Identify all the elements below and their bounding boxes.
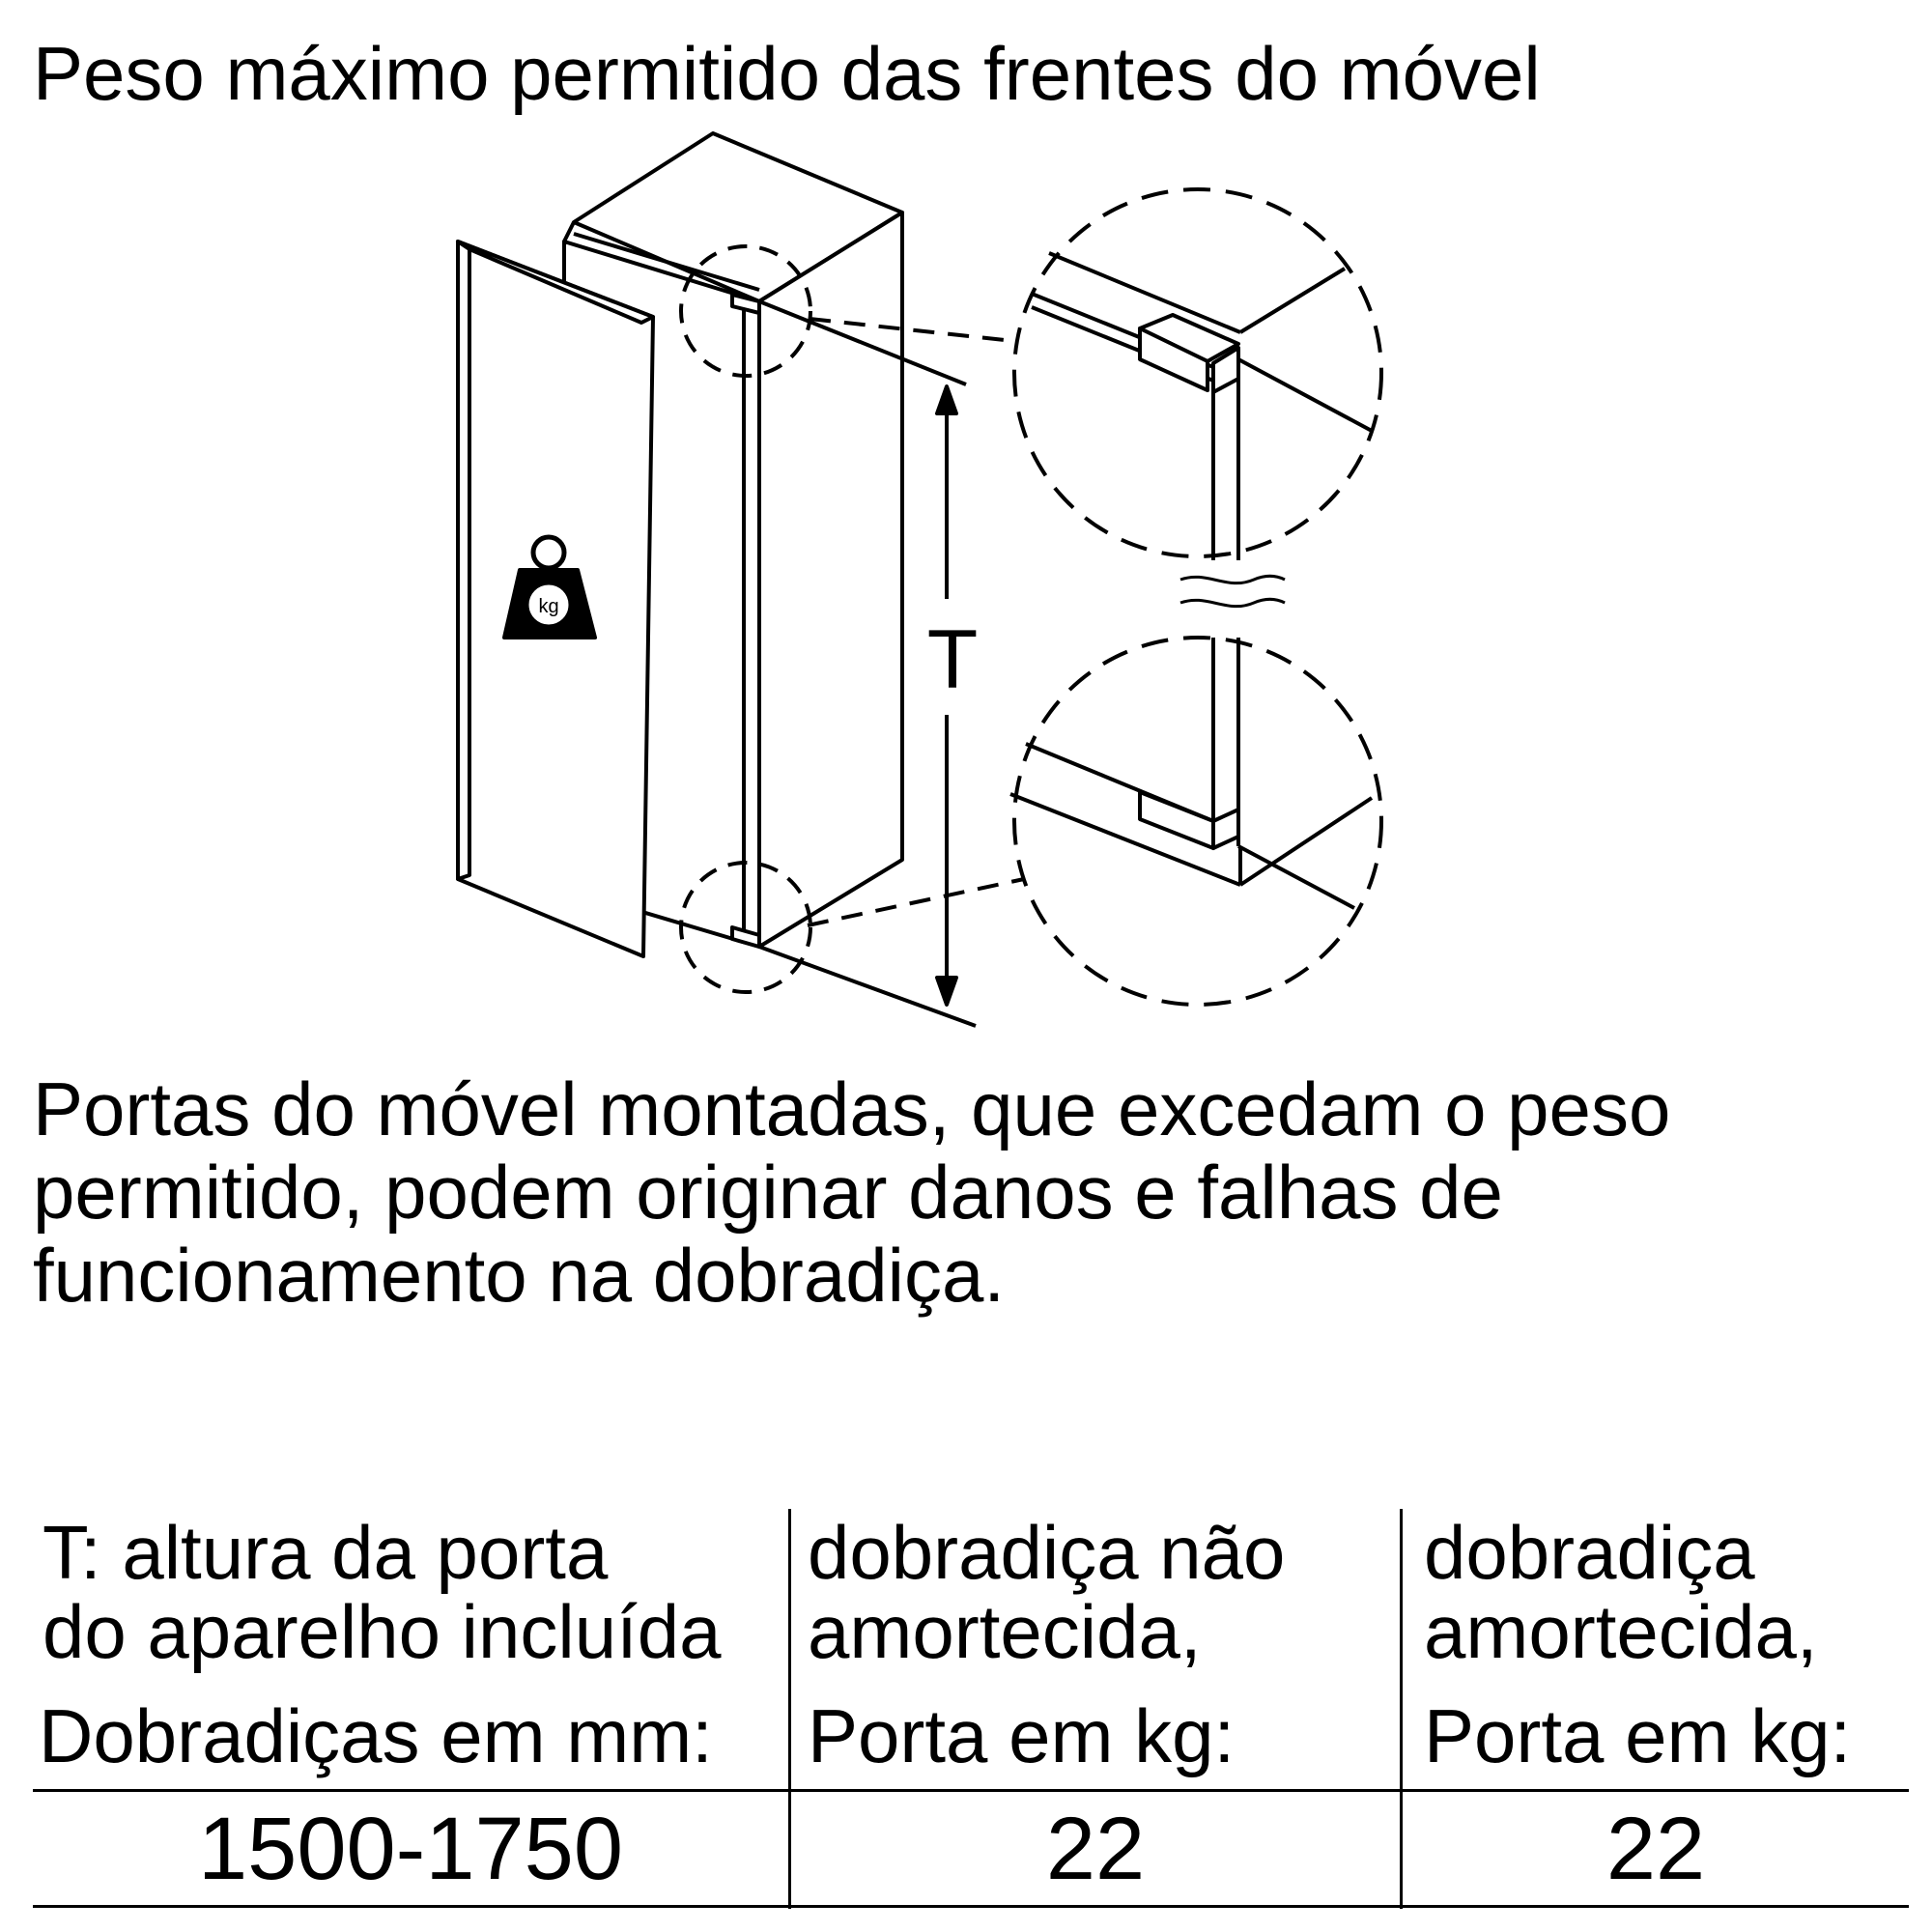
header-rule — [33, 1789, 1909, 1792]
header-damped-line3: Porta em kg: — [1424, 1693, 1852, 1778]
header-damped-line1: dobradiça — [1424, 1510, 1755, 1595]
header-undamped-line2: amortecida, — [808, 1589, 1202, 1674]
header-height-line1: T: altura da porta — [43, 1510, 609, 1595]
table-cell-height-range: 1500-1750 — [198, 1800, 623, 1898]
bottom-rule — [33, 1905, 1909, 1908]
table-cell-undamped-weight: 22 — [1045, 1800, 1146, 1898]
weight-icon-label: kg — [538, 596, 559, 617]
header-damped-line2: amortecida, — [1424, 1589, 1818, 1674]
page-title: Peso máximo permitido das frentes do móvel — [33, 31, 1541, 116]
header-undamped-line1: dobradiça não — [808, 1510, 1286, 1595]
warning-line: Portas do móvel montadas, que excedam o peso — [33, 1066, 1671, 1151]
warning-line: permitido, podem originar danos e falhas de — [33, 1150, 1503, 1235]
header-undamped-line3: Porta em kg: — [808, 1693, 1236, 1778]
header-height-line2: do aparelho incluída — [43, 1589, 722, 1674]
dimension-label-t: T — [926, 613, 979, 706]
table-cell-damped-weight: 22 — [1605, 1800, 1706, 1898]
header-height-line3: Dobradiças em mm: — [39, 1693, 713, 1778]
warning-line: funcionamento na dobradiça. — [33, 1233, 1006, 1318]
